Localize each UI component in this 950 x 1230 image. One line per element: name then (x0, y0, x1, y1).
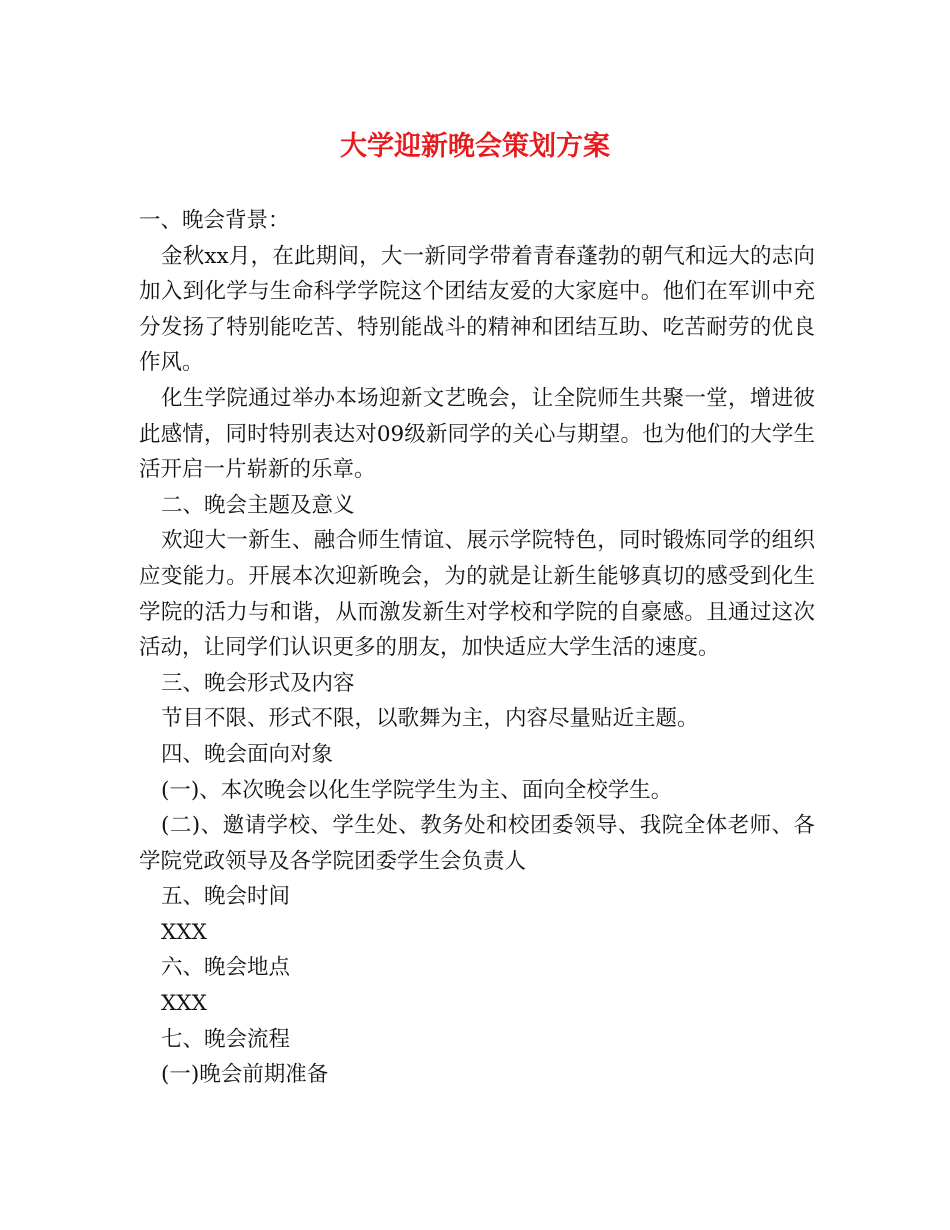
section-heading-audience: 四、晚会面向对象 (161, 741, 334, 767)
paragraph-background-2: 化生学院通过举办本场迎新文艺晚会，让全院师生共聚一堂，增进彼此感情，同时特别表达对09级新同学的关心与期望。也为他们的大学生活开启一片崭新的乐章。 (139, 385, 815, 483)
paragraph-audience-1: (一)、本次晚会以化生学院学生为主、面向全校学生。 (161, 777, 673, 803)
paragraph-location: XXX (161, 991, 207, 1017)
section-heading-process: 七、晚会流程 (161, 1026, 291, 1052)
section-heading-format: 三、晚会形式及内容 (161, 670, 355, 696)
section-heading-location: 六、晚会地点 (161, 955, 291, 981)
section-heading-time: 五、晚会时间 (161, 884, 291, 910)
paragraph-audience-2: (二)、邀请学校、学生处、教务处和校团委领导、我院全体老师、各学院党政领导及各学院团委学生会负责人 (139, 813, 815, 874)
paragraph-background-1: 金秋xx月，在此期间，大一新同学带着青春蓬勃的朝气和远大的志向加入到化学与生命科学学院这个团结友爱的大家庭中。他们在军训中充分发扬了特别能吃苦、特别能战斗的精神和团结互助、吃苦耐劳的优良作风。 (139, 243, 815, 376)
paragraph-format: 节目不限、形式不限，以歌舞为主，内容尽量贴近主题。 (161, 706, 699, 732)
section-heading-background: 一、晚会背景： (139, 208, 290, 233)
subsection-heading-preparation: (一)晚会前期准备 (161, 1062, 329, 1088)
paragraph-time: XXX (161, 919, 207, 945)
paragraph-theme: 欢迎大一新生、融合师生情谊、展示学院特色，同时锻炼同学的组织应变能力。开展本次迎新晚会，为的就是让新生能够真切的感受到化生学院的活力与和谐，从而激发新生对学校和学院的自豪感。且通过这次活动，让同学们认识更多的朋友，加快适应大学生活的速度。 (139, 528, 815, 661)
document-title: 大学迎新晚会策划方案 (340, 131, 610, 162)
document-body (139, 203, 815, 1093)
section-heading-theme: 二、晚会主题及意义 (161, 492, 355, 518)
